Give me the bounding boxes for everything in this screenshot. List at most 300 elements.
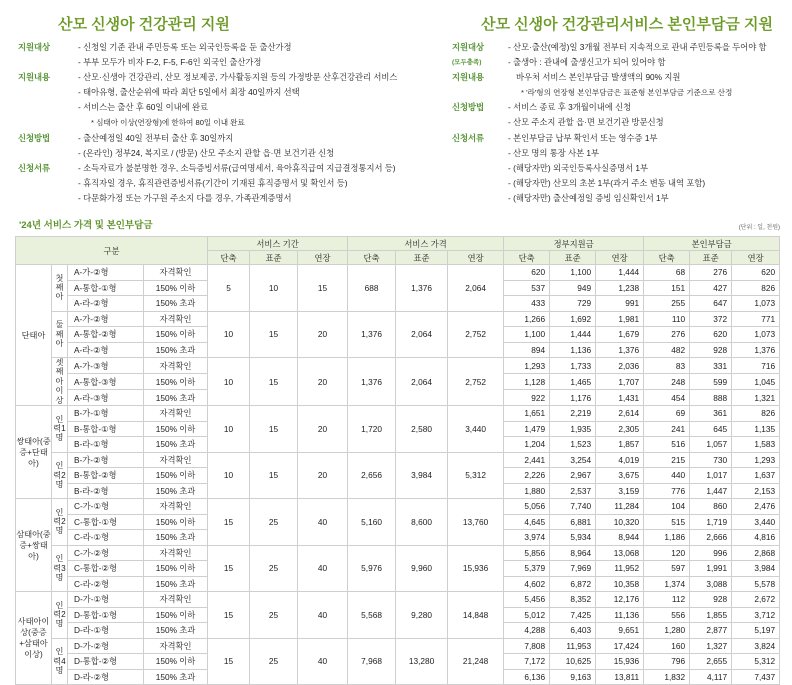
type-code: A-라-②형 [68,342,144,358]
info-text: - 산모 명의 통장 사본 1부 [508,147,600,158]
info-line [18,176,397,191]
income-criteria: 150% 이하 [144,468,208,484]
table-row [16,311,780,327]
gov-support-cell: 1,935 [550,421,596,437]
header-ext: 연장 [596,251,644,265]
info-line [452,131,767,146]
gov-support-cell: 10,358 [596,576,644,592]
period-cell: 15 [208,499,250,546]
gov-support-cell: 5,456 [504,592,550,608]
self-pay-cell: 372 [690,311,732,327]
gov-support-cell: 1,100 [504,327,550,343]
gov-support-cell: 2,614 [596,406,644,422]
period-cell: 10 [208,452,250,499]
period-cell: 20 [298,311,348,358]
gov-support-cell: 10,320 [596,514,644,530]
gov-support-cell: 5,056 [504,499,550,515]
type-code: C-라-①형 [68,530,144,546]
info-label [452,191,508,206]
self-pay-cell: 1,186 [644,530,690,546]
info-line [452,146,767,161]
gov-support-cell: 3,159 [596,483,644,499]
self-pay-cell: 2,672 [732,592,780,608]
gov-support-cell: 15,936 [596,654,644,670]
gov-support-cell: 2,219 [550,406,596,422]
gov-support-cell: 1,431 [596,390,644,406]
gov-support-cell: 7,172 [504,654,550,670]
type-code: C-통합-①형 [68,514,144,530]
info-label [452,85,508,100]
self-pay-cell: 4,117 [690,669,732,685]
gov-support-cell: 6,136 [504,669,550,685]
gov-support-cell: 1,136 [550,342,596,358]
gov-support-cell: 3,675 [596,468,644,484]
self-pay-cell: 771 [732,311,780,327]
info-label [18,85,78,100]
self-pay-cell: 241 [644,421,690,437]
self-pay-cell: 3,088 [690,576,732,592]
info-label [452,115,508,130]
self-pay-cell: 888 [690,390,732,406]
left-section-title: 산모 신생아 건강관리 지원 [58,16,230,33]
gov-support-cell: 433 [504,296,550,312]
self-pay-cell: 620 [690,327,732,343]
table-row [16,638,780,654]
self-pay-cell: 5,578 [732,576,780,592]
self-pay-cell: 2,153 [732,483,780,499]
gov-support-cell: 5,012 [504,607,550,623]
period-cell: 25 [250,592,298,639]
gov-support-cell: 13,068 [596,545,644,561]
type-code: C-가-①형 [68,499,144,515]
income-criteria: 150% 초과 [144,342,208,358]
self-pay-cell: 120 [644,545,690,561]
period-cell: 10 [250,265,298,312]
self-pay-cell: 1,073 [732,296,780,312]
table-row [16,265,780,281]
self-pay-cell: 796 [644,654,690,670]
info-label: 지원내용 [452,72,485,83]
price-cell: 9,280 [396,592,448,639]
gov-support-cell: 1,444 [550,327,596,343]
self-pay-cell: 716 [732,358,780,374]
self-pay-cell: 620 [732,265,780,281]
self-pay-cell: 1,583 [732,437,780,453]
header-std: 표준 [690,251,732,265]
gov-support-cell: 729 [550,296,596,312]
self-pay-cell: 2,877 [690,623,732,639]
group-name: 삼태아(중증+쌍태아) [16,499,52,592]
gov-support-cell: 991 [596,296,644,312]
income-criteria: 150% 초과 [144,530,208,546]
table-row [16,452,780,468]
gov-support-cell: 620 [504,265,550,281]
income-criteria: 자격확인 [144,545,208,561]
info-line [452,85,767,100]
info-label [18,115,78,130]
self-pay-cell: 1,719 [690,514,732,530]
gov-support-cell: 1,523 [550,437,596,453]
info-label: 지원대상 [452,42,485,52]
gov-support-cell: 2,305 [596,421,644,437]
type-code: D-라-①형 [68,623,144,639]
type-code: D-통합-①형 [68,607,144,623]
info-line [18,70,397,85]
gov-support-cell: 1,376 [596,342,644,358]
self-pay-cell: 826 [732,406,780,422]
self-pay-cell: 1,376 [732,342,780,358]
info-line [18,115,397,130]
price-cell: 5,160 [348,499,396,546]
gov-support-cell: 894 [504,342,550,358]
self-pay-cell: 2,476 [732,499,780,515]
gov-support-cell: 5,856 [504,545,550,561]
period-cell: 40 [298,638,348,685]
group-name: 쌍태아(중증+단태아) [16,406,52,499]
subgroup-name: 인력2명 [52,499,68,546]
subgroup-name: 인력3명 [52,545,68,592]
header-std: 표준 [250,251,298,265]
info-line [452,100,767,115]
header-ext: 연장 [298,251,348,265]
subgroup-name: 셋째아이상 [52,358,68,406]
income-criteria: 150% 초과 [144,623,208,639]
gov-support-cell: 6,872 [550,576,596,592]
subgroup-name: 인력2명 [52,592,68,639]
self-pay-cell: 440 [644,468,690,484]
group-name: 단태아 [16,265,52,406]
price-cell: 5,312 [448,452,504,499]
self-pay-cell: 3,984 [732,561,780,577]
income-criteria: 150% 초과 [144,390,208,406]
gov-support-cell: 2,226 [504,468,550,484]
info-text: - 휴직자일 경우, 휴직관련증빙서류(기간이 기재된 휴직증명서 및 확인서 등) [78,177,348,188]
info-line [452,176,767,191]
price-cell: 7,968 [348,638,396,685]
info-label [18,176,78,191]
info-label [18,55,78,70]
info-text: 바우처 서비스 본인부담금 발생액의 90% 지원 [516,72,681,83]
table-row [16,592,780,608]
price-cell: 2,752 [448,358,504,406]
info-label: 신청서류 [452,132,485,143]
self-pay-cell: 68 [644,265,690,281]
income-criteria: 150% 이하 [144,607,208,623]
type-code: A-통합-③형 [68,374,144,390]
info-label: 지원대상 [18,42,51,52]
type-code: C-통합-②형 [68,561,144,577]
period-cell: 40 [298,545,348,592]
period-cell: 40 [298,499,348,546]
income-criteria: 150% 초과 [144,669,208,685]
self-pay-cell: 151 [644,280,690,296]
info-line [452,55,767,70]
group-name: 사태아이상(중증+삼태아이상) [16,592,52,685]
self-pay-cell: 5,312 [732,654,780,670]
self-pay-cell: 647 [690,296,732,312]
income-criteria: 150% 초과 [144,296,208,312]
type-code: D-가-②형 [68,638,144,654]
info-text: - 다문화가정 또는 가구원 주소지 다를 경우, 가족관계증명서 [78,192,292,203]
period-cell: 25 [250,638,298,685]
self-pay-cell: 860 [690,499,732,515]
self-pay-cell: 996 [690,545,732,561]
period-cell: 15 [208,592,250,639]
self-pay-cell: 928 [690,592,732,608]
period-cell: 15 [208,638,250,685]
info-label: 신청서류 [18,162,51,173]
table-title: '24년 서비스 가격 및 본인부담금 [19,220,153,231]
period-cell: 10 [208,311,250,358]
self-pay-cell: 1,293 [732,452,780,468]
gov-support-cell: 4,019 [596,452,644,468]
self-pay-cell: 7,437 [732,669,780,685]
period-cell: 10 [208,406,250,453]
income-criteria: 150% 이하 [144,421,208,437]
info-line [18,131,397,146]
self-pay-cell: 160 [644,638,690,654]
period-cell: 15 [250,406,298,453]
info-label [18,146,78,161]
self-pay-cell: 515 [644,514,690,530]
gov-support-cell: 1,651 [504,406,550,422]
price-cell: 2,064 [396,311,448,358]
income-criteria: 자격확인 [144,452,208,468]
self-pay-cell: 4,816 [732,530,780,546]
self-pay-cell: 1,327 [690,638,732,654]
type-code: A-통합-②형 [68,327,144,343]
gov-support-cell: 1,465 [550,374,596,390]
info-line [452,191,767,206]
self-pay-cell: 3,824 [732,638,780,654]
gov-support-cell: 949 [550,280,596,296]
income-criteria: 자격확인 [144,265,208,281]
income-criteria: 자격확인 [144,592,208,608]
type-code: A-라-②형 [68,296,144,312]
price-cell: 2,656 [348,452,396,499]
price-cell: 9,960 [396,545,448,592]
gov-support-cell: 11,284 [596,499,644,515]
period-cell: 15 [250,311,298,358]
self-pay-cell: 104 [644,499,690,515]
period-cell: 20 [298,358,348,406]
table-row [16,358,780,374]
header-short: 단축 [348,251,396,265]
price-cell: 5,976 [348,545,396,592]
info-text: - 출생아 : 관내에 출생신고가 되어 있어야 함 [508,57,666,68]
self-pay-cell: 556 [644,607,690,623]
price-cell: 8,600 [396,499,448,546]
info-line [18,85,397,100]
self-pay-cell: 1,637 [732,468,780,484]
period-cell: 40 [298,592,348,639]
gov-support-cell: 1,880 [504,483,550,499]
type-code: B-통합-①형 [68,421,144,437]
price-cell: 1,376 [396,265,448,312]
income-criteria: 자격확인 [144,499,208,515]
period-cell: 25 [250,499,298,546]
income-criteria: 자격확인 [144,406,208,422]
gov-support-cell: 9,651 [596,623,644,639]
self-pay-cell: 215 [644,452,690,468]
period-cell: 20 [298,406,348,453]
gov-support-cell: 5,934 [550,530,596,546]
subgroup-name: 인력2명 [52,452,68,499]
gov-support-cell: 4,288 [504,623,550,639]
info-text: - 산모 주소지 관할 읍·면 보건기관 방문신청 [508,117,664,128]
type-code: B-라-②형 [68,483,144,499]
header-ext: 연장 [448,251,504,265]
self-pay-cell: 331 [690,358,732,374]
price-cell: 688 [348,265,396,312]
info-label [18,191,78,206]
type-code: A-가-②형 [68,311,144,327]
header-ext: 연장 [732,251,780,265]
self-pay-cell: 5,197 [732,623,780,639]
subgroup-name: 첫째아 [52,265,68,312]
self-pay-cell: 776 [644,483,690,499]
info-label [452,176,508,191]
self-pay-cell: 427 [690,280,732,296]
info-label [18,100,78,115]
price-cell: 2,580 [396,406,448,453]
info-label: 지원내용 [18,72,51,83]
income-criteria: 150% 이하 [144,374,208,390]
income-criteria: 150% 이하 [144,654,208,670]
info-line [18,100,397,115]
period-cell: 20 [298,452,348,499]
info-text: - 신청일 기준 관내 주민등록 또는 외국인등록을 둔 출산가정 [78,42,292,52]
period-cell: 15 [250,358,298,406]
header-period: 서비스 기간 [208,237,348,251]
gov-support-cell: 10,625 [550,654,596,670]
gov-support-cell: 7,740 [550,499,596,515]
price-cell: 1,376 [348,311,396,358]
period-cell: 5 [208,265,250,312]
info-text: - (해당자만) 산모의 초본 1부(과거 주소 변동 내역 포함) [508,177,706,188]
self-pay-cell: 248 [644,374,690,390]
gov-support-cell: 1,692 [550,311,596,327]
header-self: 본인부담금 [644,237,780,251]
self-pay-cell: 69 [644,406,690,422]
gov-support-cell: 1,444 [596,265,644,281]
income-criteria: 자격확인 [144,358,208,374]
header-std: 표준 [550,251,596,265]
gov-support-cell: 8,964 [550,545,596,561]
gov-support-cell: 2,441 [504,452,550,468]
income-criteria: 150% 이하 [144,561,208,577]
info-text: - 서비스는 출산 후 60일 이내에 완료 [78,102,209,113]
self-pay-cell: 645 [690,421,732,437]
gov-support-cell: 3,254 [550,452,596,468]
type-code: B-가-①형 [68,406,144,422]
type-code: C-가-②형 [68,545,144,561]
self-pay-cell: 255 [644,296,690,312]
period-cell: 15 [208,545,250,592]
table-row [16,406,780,422]
income-criteria: 자격확인 [144,311,208,327]
info-text: * '라'형의 연장형 본인부담금은 표준형 본인부담금 기준으로 산정 [521,88,733,98]
self-pay-cell: 597 [644,561,690,577]
info-line [18,40,397,55]
info-line [18,55,397,70]
info-text: - 태아유형, 출산순위에 따라 최단 5일에서 최장 40일까지 선택 [78,87,300,98]
self-pay-cell: 1,832 [644,669,690,685]
price-cell: 13,280 [396,638,448,685]
income-criteria: 150% 이하 [144,327,208,343]
price-cell: 5,568 [348,592,396,639]
price-cell: 1,720 [348,406,396,453]
info-line [452,40,767,55]
self-pay-cell: 276 [690,265,732,281]
self-pay-cell: 599 [690,374,732,390]
self-pay-cell: 1,017 [690,468,732,484]
income-criteria: 자격확인 [144,638,208,654]
type-code: B-가-②형 [68,452,144,468]
gov-support-cell: 3,974 [504,530,550,546]
gov-support-cell: 2,967 [550,468,596,484]
price-cell: 2,064 [448,265,504,312]
price-cell: 14,848 [448,592,504,639]
gov-support-cell: 17,424 [596,638,644,654]
info-text: - 소득자료가 불분명한 경우, 소득증빙서류(급여명세서, 육아휴직급여 지급결정통지서 등) [78,162,396,173]
gov-support-cell: 1,679 [596,327,644,343]
self-pay-cell: 276 [644,327,690,343]
price-table [15,236,780,685]
subgroup-name: 인력4명 [52,638,68,685]
price-cell: 3,440 [448,406,504,453]
self-pay-cell: 2,666 [690,530,732,546]
info-text: - (온라인) 정부24, 복지로 / (방문) 산모 주소지 관할 읍·면 보건기관 신청 [78,147,335,158]
header-type: 구분 [16,237,208,265]
self-pay-cell: 110 [644,311,690,327]
info-line [452,70,767,85]
info-label: (모두충족) [452,59,482,67]
gov-support-cell: 1,266 [504,311,550,327]
price-cell: 3,984 [396,452,448,499]
info-label [452,161,508,176]
table-row [16,545,780,561]
type-code: A-통합-①형 [68,280,144,296]
gov-support-cell: 1,479 [504,421,550,437]
self-pay-cell: 1,374 [644,576,690,592]
self-pay-cell: 1,991 [690,561,732,577]
gov-support-cell: 1,176 [550,390,596,406]
self-pay-cell: 361 [690,406,732,422]
type-code: B-통합-②형 [68,468,144,484]
type-code: D-통합-②형 [68,654,144,670]
income-criteria: 150% 초과 [144,437,208,453]
self-pay-cell: 3,440 [732,514,780,530]
left-info-block [18,40,397,206]
info-text: - 산모·출산(예정)일 3개월 전부터 지속적으로 관내 주민등록을 두어야 함 [508,42,767,52]
subgroup-name: 둘째아 [52,311,68,358]
gov-support-cell: 2,036 [596,358,644,374]
price-cell: 2,752 [448,311,504,358]
gov-support-cell: 1,100 [550,265,596,281]
self-pay-cell: 826 [732,280,780,296]
price-cell: 13,760 [448,499,504,546]
header-short: 단축 [208,251,250,265]
gov-support-cell: 7,425 [550,607,596,623]
type-code: D-가-①형 [68,592,144,608]
self-pay-cell: 730 [690,452,732,468]
gov-support-cell: 1,238 [596,280,644,296]
self-pay-cell: 1,057 [690,437,732,453]
gov-support-cell: 6,881 [550,514,596,530]
subgroup-name: 인력1명 [52,406,68,453]
info-text: * 심태아 이상(연장형)에 한하여 80일 이내 완료 [91,118,245,128]
